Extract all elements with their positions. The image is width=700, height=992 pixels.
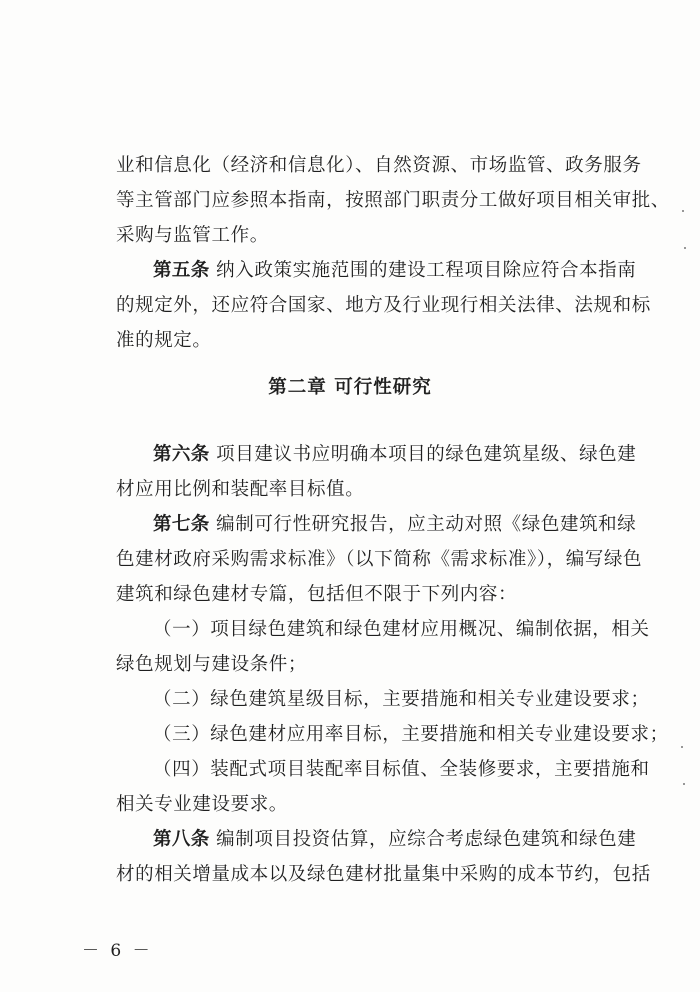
paragraph-line: 业和信息化（经济和信息化）、自然资源、市场监管、政务服务 [116, 155, 642, 176]
article-7-text: 编制可行性研究报告，应主动对照《绿色建筑和绿 [209, 514, 637, 535]
scan-speck [681, 746, 683, 748]
top-text-block [116, 148, 670, 358]
scan-speck [684, 247, 686, 249]
paragraph-line: 色建材政府采购需求标准》（以下简称《需求标准》），编写绿色 [116, 549, 643, 570]
chapter-title: 第二章 可行性研究 [268, 377, 432, 398]
article-8-label: 第八条 [153, 829, 210, 850]
article-8-line [116, 822, 637, 857]
article-7-label: 第七条 [153, 514, 210, 535]
paragraph-line: 材的相关增量成本以及绿色建材批量集中采购的成本节约，包括 [116, 864, 651, 885]
paragraph-line: 准的规定。 [116, 330, 212, 351]
paragraph-line: 建筑和绿色建材专篇，包括但不限于下列内容： [116, 584, 518, 605]
paragraph-line: 材应用比例和装配率目标值。 [116, 479, 365, 500]
bottom-text-block [116, 437, 669, 892]
article-5-label: 第五条 [153, 260, 210, 281]
paragraph-line: 的规定外，还应符合国家、地方及行业现行相关法律、法规和标 [116, 295, 651, 316]
list-item-1-line: 绿色规划与建设条件； [116, 654, 308, 675]
article-6-line [116, 437, 637, 472]
list-item-3-line: （三）绿色建材应用率目标，主要措施和相关专业建设要求； [153, 724, 669, 745]
scan-speck [682, 210, 684, 212]
list-item-1-line: （一）项目绿色建筑和绿色建材应用概况、编制依据，相关 [153, 619, 650, 640]
article-6-label: 第六条 [153, 444, 210, 465]
article-5-text: 纳入政策实施范围的建设工程项目除应符合本指南 [209, 260, 637, 281]
list-item-4-line: 相关专业建设要求。 [116, 794, 288, 815]
paragraph-line: 采购与监管工作。 [116, 225, 269, 246]
article-7-line [116, 507, 637, 542]
article-8-text: 编制项目投资估算，应综合考虑绿色建筑和绿色建 [209, 829, 637, 850]
article-5-line [116, 253, 637, 288]
list-item-4-line: （四）装配式项目装配率目标值、全装修要求，主要措施和 [153, 759, 650, 780]
scan-speck [683, 783, 685, 785]
article-6-text: 项目建议书应明确本项目的绿色建筑星级、绿色建 [209, 444, 637, 465]
list-item-2-line: （二）绿色建筑星级目标，主要措施和相关专业建设要求； [153, 689, 650, 710]
page-number: － 6 － [82, 941, 153, 961]
paragraph-line: 等主管部门应参照本指南，按照部门职责分工做好项目相关审批、 [116, 190, 670, 211]
